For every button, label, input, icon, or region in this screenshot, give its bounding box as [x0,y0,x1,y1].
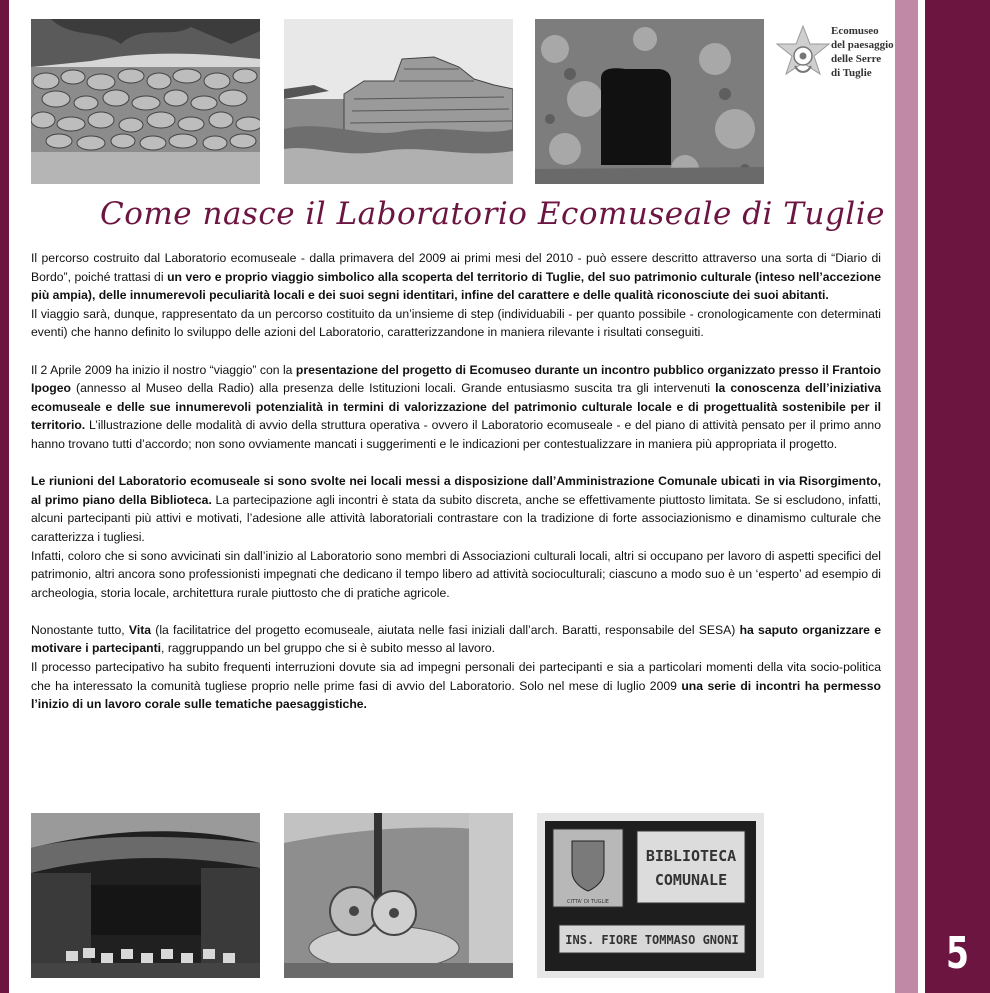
sign-line-1: BIBLIOTECA [645,847,737,865]
body-paragraph [31,658,881,714]
right-side-band [925,0,990,993]
body-paragraph [31,472,881,546]
crest-caption: CITTA' DI TUGLIE [567,899,609,905]
bold-text-segment: Le riunioni del Laboratorio ecomuseale si sono svolte nei locali messi a disposizione dall’Amministrazione Comunale ubicati in via Risorgimento, al primo piano della Biblioteca. [31,474,881,507]
body-paragraph [31,305,881,342]
pink-side-stripe [895,0,918,993]
stone-hut-photo [284,19,513,184]
underground-oil-mill-photo [31,813,260,978]
text-segment: , raggruppando un bel gruppo che si è subito messo al lavoro. [161,641,496,656]
ecomuseo-logo [773,22,894,94]
bold-text-segment: Vita [128,622,152,637]
bold-text-segment: una serie di incontri ha permesso l’inizio di un lavoro corale sulle tematiche paesaggistiche. [31,678,881,712]
bold-text-segment: presentazione del progetto di Ecomuseo durante un incontro pubblico organizzato presso il Frantoio Ipogeo [31,362,881,396]
body-paragraph [31,547,881,603]
dry-stone-wall-photo [31,19,260,184]
millstone-photo [284,813,513,978]
page-number: 5 [946,928,969,979]
left-margin-bar [0,0,9,993]
text-segment: (annesso al Museo della Radio) alla presenza delle Istituzioni locali. Grande entusiasmo suscita tra gli intervenuti [70,381,716,396]
text-segment: (la facilitatrice del progetto ecomuseale, aiutata nelle fasi iniziali dall’arch. Baratti, responsabile del SESA) [151,622,740,637]
body-paragraph [31,621,881,658]
cave-entrance-photo [535,19,764,184]
body-paragraph [31,249,881,305]
text-segment: Infatti, coloro che si sono avvicinati sin dall’inizio al Laboratorio sono membri di Associazioni culturali locali, altri si occupano per lavoro di aspetti specifici del patrimonio, altri ancora sono professionisti impegnati che dedicano il tempo libero ad attività socioculturali; ciascuno a modo suo è un ‘esperto’ ad esempio di archeologia, storia locale, architettura rurale piuttosto che di pratiche agricole. [31,548,881,600]
body-paragraph [31,361,881,454]
plaque-text: INS. FIORE TOMMASO GNONI [565,933,739,947]
text-segment: L’illustrazione delle modalità di avvio della struttura operativa - ovvero il Laboratorio ecomuseale - e del piano di attività pensato per il primo anno hanno trovano tutti d’accordo; non sono ovviamente mancati i suggerimenti e le indicazioni per contestualizzare in maniera più appropriata il progetto. [31,418,881,451]
text-segment: Il processo partecipativo ha subito frequenti interruzioni dovute sia ad impegni personali dei partecipanti e sia a particolari momenti della vita socio-politica che ha interessato la comunità tugliese proprio nelle prime fasi di avvio del Laboratorio. Solo nel mese di luglio 2009 [31,660,881,693]
logo-wordmark: Ecomuseo del paesaggio delle Serre di Tuglie [831,25,894,79]
text-segment: La partecipazione agli incontri è stata da subito discreta, anche se effettivamente piuttosto limitata. Se si escludono, infatti, alcuni partecipanti più attivi e motivati, l’adesione alle attività laboratoriali contrastare con la tradizione di forte associazionismo e dinamismo culturale che caratterizza i tugliesi. [31,492,881,544]
sign-line-2: COMUNALE [654,871,728,889]
bold-text-segment: la conoscenza dell’iniziativa ecomuseale e delle sue innumerevoli potenzialità in termini di valorizzazione del patrimonio culturale locale e di progettualità sostenibile per il territorio. [31,381,882,433]
article-body [31,249,881,714]
bold-text-segment: un vero e proprio viaggio simbolico alla scoperta del territorio di Tuglie, del suo patrimonio culturale (inteso nell’accezione più ampia), delle innumerevoli peculiarità locali e dei suoi segni identitari, infine del carattere e delle qualità riconosciute dei suoi abitanti. [31,269,881,303]
text-segment: Il viaggio sarà, dunque, rappresentato da un percorso costituito da un’insieme di step (individuabili - per quanto possibile - cronologicamente con determinati eventi) che hanno definito lo sviluppo delle azioni del Laboratorio, caratterizzandone in maniera rilevante i risultati conseguiti. [31,306,881,340]
biblioteca-sign-photo [537,813,764,978]
text-segment: Il percorso costruito dal Laboratorio ecomuseale - dalla primavera del 2009 ai primi mesi del 2010 - può essere descritto attraverso una sorta di “Diario di Bordo”, poiché trattasi di [31,251,881,284]
bold-text-segment: ha saputo organizzare e motivare i partecipanti [31,622,881,656]
text-segment: Nonostante tutto, [31,622,129,637]
text-segment: Il 2 Aprile 2009 ha inizio il nostro “viaggio” con la [31,362,296,377]
page-title: Come nasce il Laboratorio Ecomuseale di Tuglie [100,196,885,232]
